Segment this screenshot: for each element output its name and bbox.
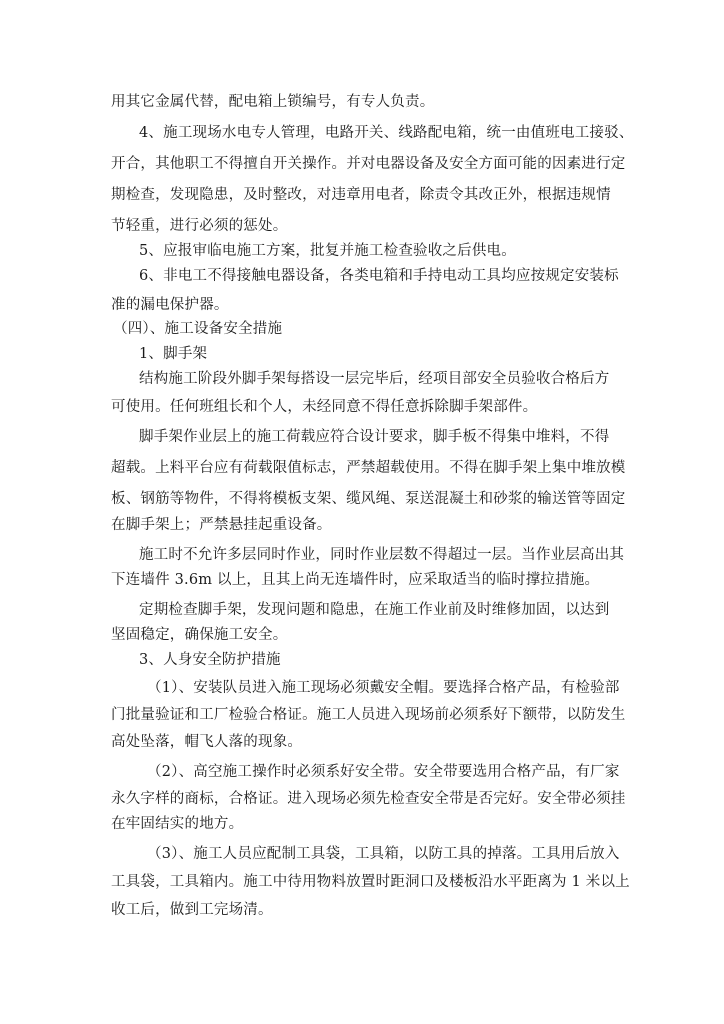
text-line: 准的漏电保护器。 [111, 297, 229, 313]
text-line: 工具袋，工具箱内。施工中待用物料放置时距洞口及楼板沿水平距离为 1 米以上 [111, 874, 630, 890]
text-line: 6、非电工不得接触电器设备，各类电箱和手持电动工具均应按规定安装标 [139, 268, 619, 284]
text-line: 超载。上料平台应有荷载限值标志，严禁超载使用。不得在脚手架上集中堆放模 [111, 460, 626, 476]
text-line: 施工时不允许多层同时作业，同时作业层数不得超过一层。当作业层高出其 [139, 547, 625, 563]
text-line: 板、钢筋等物件，不得将模板支架、缆风绳、泵送混凝土和砂浆的输送管等固定 [111, 491, 626, 507]
text-line: 坚固稳定，确保施工安全。 [111, 627, 288, 643]
text-line: 5、应报审临电施工方案，批复并施工检查验收之后供电。 [139, 243, 516, 259]
text-line: 用其它金属代替，配电箱上锁编号，有专人负责。 [111, 94, 435, 110]
text-line: （1）、安装队员进入施工现场必须戴安全帽。要选择合格产品，有检验部 [147, 680, 620, 696]
text-line: 定期检查脚手架，发现问题和隐患，在施工作业前及时维修加固，以达到 [139, 602, 610, 618]
text-line: 开合，其他职工不得擅自开关操作。并对电器设备及安全方面可能的因素进行定 [111, 156, 626, 172]
text-line: （3）、施工人员应配制工具袋，工具箱，以防工具的掉落。工具用后放入 [147, 846, 620, 862]
subsection-heading: 3、人身安全防护措施 [139, 652, 281, 668]
text-line: （2）、高空施工操作时必须系好安全带。安全带要选用合格产品，有厂家 [147, 764, 620, 780]
text-line: 永久字样的商标，合格证。进入现场必须先检查安全带是否完好。安全带必须挂 [111, 791, 626, 807]
text-line: 脚手架作业层上的施工荷载应符合设计要求，脚手板不得集中堆料，不得 [139, 429, 610, 445]
text-line: 节轻重，进行必须的惩处。 [111, 218, 288, 234]
text-line: 收工后，做到工完场清。 [111, 902, 273, 918]
section-heading: （四）、施工设备安全措施 [113, 321, 283, 337]
subsection-heading: 1、脚手架 [139, 346, 208, 362]
text-line: 门批量验证和工厂检验合格证。施工人员进入现场前必须系好下额带，以防发生 [111, 707, 626, 723]
text-line: 4、施工现场水电专人管理，电路开关、线路配电箱，统一由值班电工接驳、 [139, 125, 634, 141]
text-line: 可使用。任何班组长和个人，未经同意不得任意拆除脚手架部件。 [111, 399, 538, 415]
text-line: 在牢固结实的地方。 [111, 816, 244, 832]
text-line: 高处坠落，帽飞人落的现象。 [111, 734, 303, 750]
text-line: 期检查，发现隐患，及时整改，对违章用电者，除责令其改正外，根据违规情 [111, 187, 611, 203]
text-line: 结构施工阶段外脚手架每搭设一层完毕后，经项目部安全员验收合格后方 [139, 371, 610, 387]
text-line: 下连墙件 3.6m 以上，且其上尚无连墙件时，应采取适当的临时撑拉措施。 [111, 572, 600, 588]
text-line: 在脚手架上；严禁悬挂起重设备。 [111, 517, 332, 533]
